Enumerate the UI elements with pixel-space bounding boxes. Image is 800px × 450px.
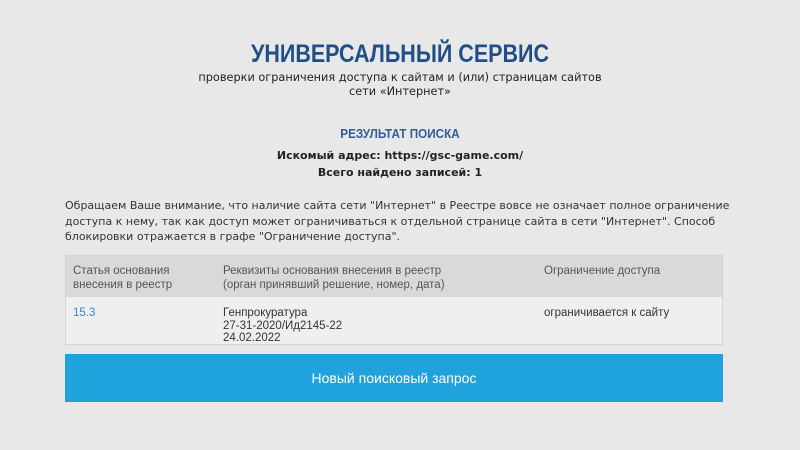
header-article	[73, 264, 213, 292]
result-title: РЕЗУЛЬТАТ ПОИСКА	[340, 126, 460, 141]
cell-date: 24.02.2022	[223, 332, 281, 344]
cell-number: 27-31-2020/Ид2145-22	[223, 319, 343, 332]
cell-details	[223, 307, 523, 345]
header-details	[223, 264, 523, 292]
searched-address: Искомый адрес: https://gsc-game.com/	[276, 149, 524, 162]
article-link[interactable]: 15.3	[73, 307, 96, 319]
page-subtitle	[190, 71, 610, 99]
cell-article	[73, 307, 213, 320]
page-title: УНИВЕРСАЛЬНЫЙ СЕРВИС	[250, 40, 550, 68]
header-article-line2: внесения в реестр	[73, 279, 173, 291]
header-article-line1: Статья основания	[73, 265, 170, 277]
notice-text: Обращаем Ваше внимание, что наличие сайта сети "Интернет" в Реестре вовсе не означает полное ограничение доступа к нему, так как доступ может ограничиваться к отдельной странице сайта в сети "Интернет". Способ блокировки отражается в графе "Ограничение доступа".	[65, 199, 730, 243]
new-search-button[interactable]: Новый поисковый запрос	[65, 354, 723, 402]
table-header	[66, 256, 722, 297]
subtitle-line-2: сети «Интернет»	[349, 85, 451, 98]
header-restriction: Ограничение доступа	[544, 265, 661, 277]
header-details-line2: (орган принявший решение, номер, дата)	[223, 279, 445, 291]
records-found: Всего найдено записей: 1	[317, 166, 483, 179]
subtitle-line-1: проверки ограничения доступа к сайтам и (или) страницам сайтов	[198, 71, 602, 84]
table-row	[66, 297, 722, 344]
cell-restriction: ограничивается к сайту	[544, 307, 670, 319]
cell-authority: Генпрокуратура	[223, 307, 308, 319]
header-details-line1: Реквизиты основания внесения в реестр	[223, 265, 442, 277]
results-table	[65, 255, 723, 345]
